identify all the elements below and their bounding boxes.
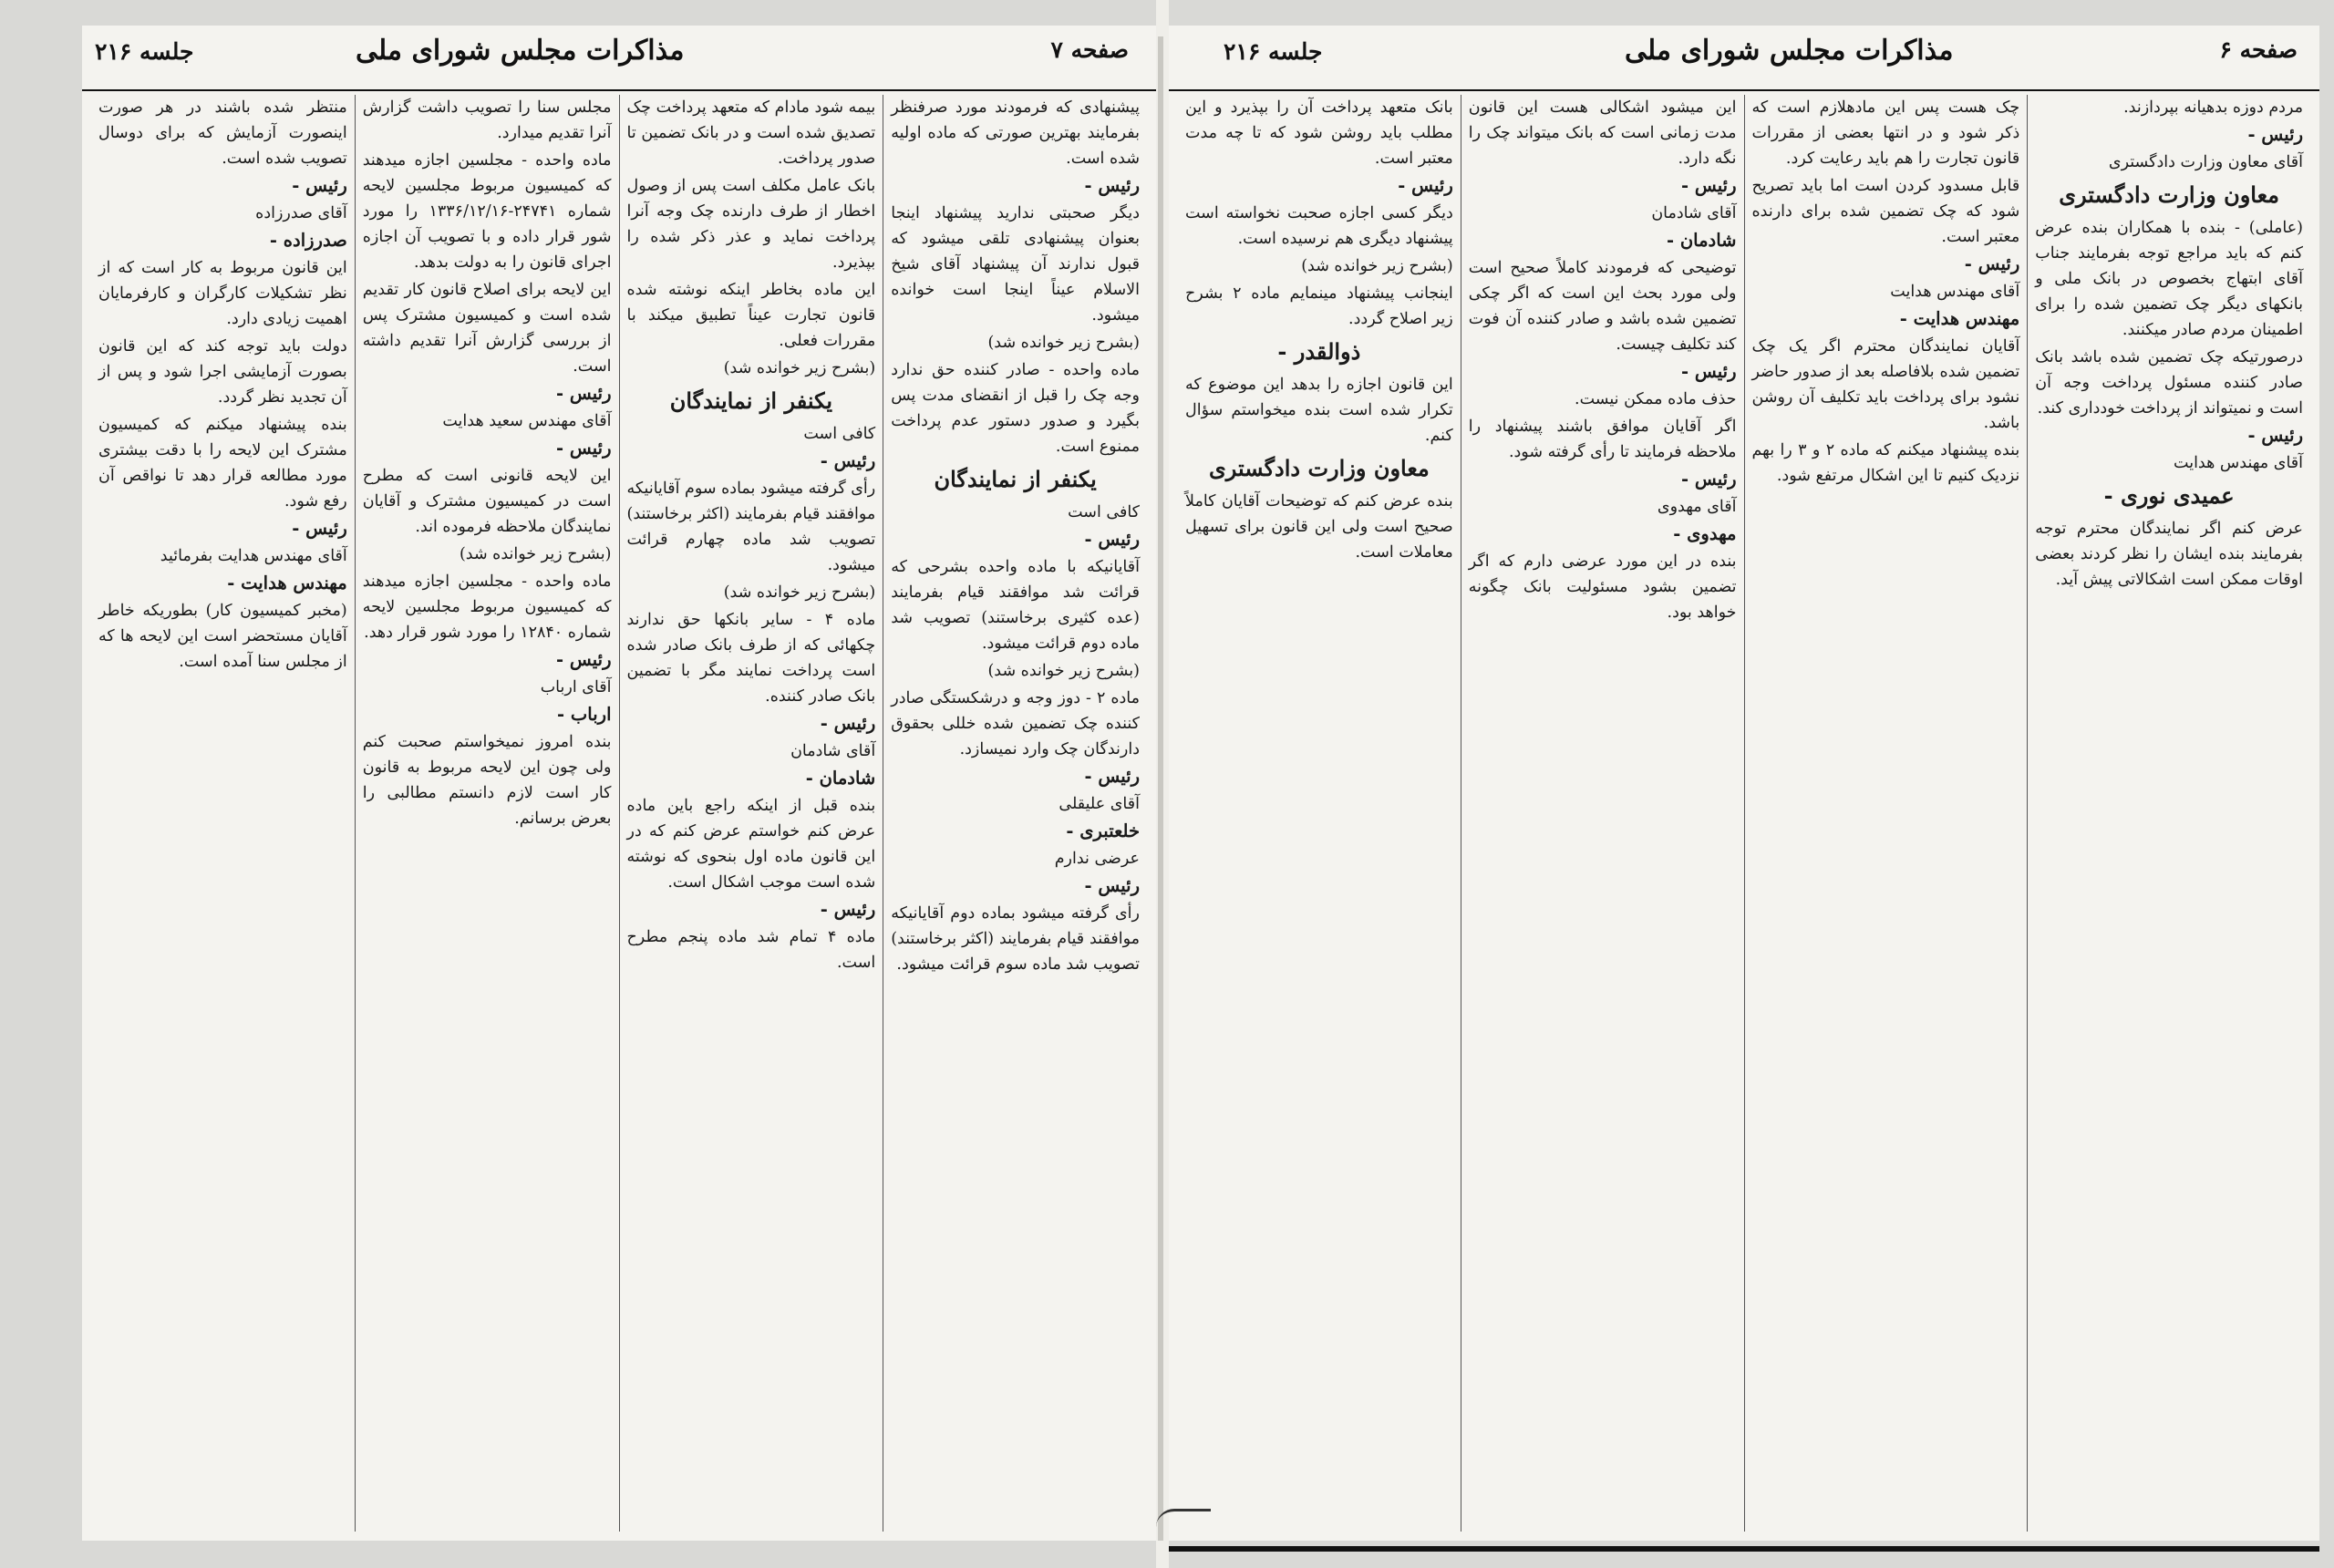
reading-note: (بشرح زیر خوانده شد) (723, 359, 876, 377)
left-column-4 (91, 95, 355, 1532)
right-page-title: مذاکرات مجلس شورای ملی (1625, 35, 1954, 67)
right-column-4 (1178, 95, 1461, 1532)
speaker-name: صدرزاده - (269, 230, 347, 251)
paragraph: آقای معاون وزارت دادگستری (2108, 153, 2303, 171)
paragraph: (مخبر کمیسیون کار) بطوریکه خاطر آقایان مستحضر است این لایحه ها که از مجلس سنا آمده است. (98, 602, 347, 671)
left-column-2 (619, 95, 883, 1532)
gutter-shadow (1158, 36, 1163, 1541)
paragraph: درصورتیکه چک تضمین شده باشد بانک صادر کننده مسئول پرداخت وجه آن است و نمیتواند از پرداخت خودداری کند. (2035, 348, 2303, 418)
speaker-name: رئیس - (556, 438, 612, 459)
speaker-name: مهندس هدایت - (227, 573, 347, 593)
paragraph: رأی گرفته میشود بماده دوم آقایانیکه موافقند قیام بفرمایند (اکثر برخاستند) تصویب شد ماده سوم قرائت میشود. (891, 904, 1140, 974)
speaker-name: رئیس - (2247, 124, 2303, 145)
paragraph: بنده عرض کنم که توضیحات آقایان کاملاً صحیح است ولی این قانون برای تسهیل معاملات است. (1185, 492, 1453, 562)
paragraph: بنده قبل از اینکه راجع باین ماده عرض کنم خواستم عرض کنم که در این قانون ماده اول بنحوی که نوشته شده است موجب اشکال است. (626, 797, 876, 892)
speaker-name: ارباب - (557, 704, 612, 725)
paragraph: این قانون مربوط به کار است که از نظر تشکیلات کارگران و کارفرمایان اهمیت زیادی دارد. (98, 259, 347, 328)
paragraph: پیشنهادی که فرمودند مورد صرفنظر بفرمایند بهترین صورتی که ماده اولیه شده است. (891, 98, 1140, 168)
paragraph: مجلس سنا را تصویب داشت گزارش آنرا تقدیم میدارد. (362, 98, 612, 142)
right-column-3 (1461, 95, 1744, 1532)
paragraph: بنده پیشنهاد میکنم که کمیسیون مشترک این لایحه را با دقت بیشتری مورد مطالعه قرار دهد تا نواقص آن رفع شود. (98, 416, 347, 511)
paragraph: بنده پیشنهاد میکنم که ماده ۲ و ۳ را بهم نزدیک کنیم تا این اشکال مرتفع شود. (1751, 441, 2020, 485)
right-column-2 (1744, 95, 2028, 1532)
paragraph: ماده ۴ - سایر بانکها حق ندارند چکهائی که از طرف بانک صادر شده است پرداخت نمایند مگر با تضمین بانک صادر کننده. (626, 611, 876, 706)
paragraph: بنده امروز نمیخواستم صحبت کنم ولی چون این لایحه مربوط به قانون کار است لازم دانستم مطالبی را بعرض برسانم. (362, 733, 612, 828)
paragraph: ماده ۲ - دوز وجه و درشکستگی صادر کننده چک تضمین شده خللی بحقوق دارندگان چک وارد نمیسازد. (891, 689, 1140, 758)
paragraph: دولت باید توجه کند که این قانون بصورت آزمایشی اجرا شود و پس از آن تجدید نظر گردد. (98, 337, 347, 407)
reading-note: (بشرح زیر خوانده شد) (459, 545, 612, 563)
reading-note: (بشرح زیر خوانده شد) (987, 662, 1140, 680)
page-curl-mark (1156, 1509, 1211, 1544)
paragraph: مردم دوزه بدهیانه بپردازند. (2123, 98, 2303, 117)
left-session-number: جلسه ۲۱۶ (95, 38, 194, 65)
left-page-title: مذاکرات مجلس شورای ملی (356, 35, 685, 67)
paragraph: این ماده بخاطر اینکه نوشته شده قانون تجارت عیناً تطبیق میکند با مقررات فعلی. (626, 281, 876, 350)
paragraph: آقای مهندس سعید هدایت (442, 412, 612, 430)
speaker-name: رئیس - (1681, 361, 1737, 382)
paragraph: ماده واحده - مجلسین اجازه میدهند که کمیسیون مربوط مجلسین لایحه شماره ۲۴۷۴۱-۱۳۳۶/۱۲/۱۶ را مورد شور قرار داده و با تصویب آن اجازه اجرای قانون را به دولت بدهد. (362, 151, 612, 272)
left-page (82, 26, 1156, 1541)
section-heading: معاون وزارت دادگستری (1208, 455, 1430, 481)
paragraph: عرضی ندارم (1054, 850, 1140, 868)
paragraph: توضیحی که فرمودند کاملاً صحیح است ولی مورد بحث این است که اگر چکی تضمین شده باشد و صادر کننده آن فوت کند تکلیف چیست. (1468, 259, 1737, 354)
paragraph: منتظر شده باشند در هر صورت اینصورت آزمایش که برای دوسال تصویب شده است. (98, 98, 347, 168)
reading-note: (بشرح زیر خوانده شد) (987, 334, 1140, 352)
paragraph: کافی است (803, 425, 876, 443)
speaker-name: رئیس - (1964, 253, 2020, 274)
section-heading: ذوالقدر - (1277, 338, 1361, 365)
speaker-name: مهندس هدایت - (1899, 308, 2020, 329)
speaker-name: رئیس - (292, 518, 347, 539)
paragraph: آقای مهندس هدایت (1890, 283, 2020, 301)
speaker-name: مهدوی - (1673, 523, 1737, 544)
speaker-name: رئیس - (1084, 875, 1140, 896)
paragraph: آقای مهندس هدایت بفرمائید (160, 547, 347, 565)
speaker-name: رئیس - (820, 899, 876, 920)
speaker-name: رئیس - (1681, 175, 1737, 196)
left-column-3 (355, 95, 619, 1532)
right-columns (1178, 95, 2310, 1532)
paragraph: چک هست پس این مادهلازم است که ذکر شود و در انتها بعضی از مقررات قانون تجارت را هم باید رعایت کرد. (1751, 98, 2020, 168)
paragraph: آقای صدرزاده (255, 204, 347, 222)
paragraph: آقای ارباب (540, 678, 612, 696)
paragraph: ماده واحده - صادر کننده حق ندارد وجه چک را قبل از انقضای مدت پس بگیرد و صدور دستور عدم پرداخت ممنوع است. (891, 361, 1140, 456)
paragraph: حذف ماده ممکن نیست. (1575, 390, 1737, 408)
paragraph: اگر آقایان موافق باشند پیشنهاد را ملاحظه فرمایند تا رأی گرفته شود. (1468, 418, 1737, 461)
speaker-name: رئیس - (1681, 469, 1737, 490)
paragraph: این لایحه قانونی است که مطرح است در کمیسیون مشترک و آقایان نمایندگان ملاحظه فرموده اند. (362, 467, 612, 536)
right-column-1 (2027, 95, 2310, 1532)
paragraph: این میشود اشکالی هست این قانون مدت زمانی است که بانک میتواند چک را نگه دارد. (1468, 98, 1737, 168)
reading-note: (بشرح زیر خوانده شد) (723, 583, 876, 602)
left-page-number: صفحه ۷ (1050, 36, 1129, 63)
paragraph: بانک عامل مکلف است پس از وصول اخطار از طرف دارنده چک وجه آنرا پرداخت نماید و عذر ذکر شده را بپذیرد. (626, 177, 876, 272)
speaker-name: رئیس - (556, 649, 612, 670)
section-heading: یکنفر از نمایندگان (934, 466, 1097, 492)
paragraph: رأی گرفته میشود بماده سوم آقایانیکه موافقند قیام بفرمایند (اکثر برخاستند) تصویب شد ماده چهارم قرائت میشود. (626, 480, 876, 574)
speaker-name: رئیس - (2247, 425, 2303, 446)
paragraph: این قانون اجازه را بدهد این موضوع که تکرار شده است بنده میخواستم سؤال کنم. (1185, 376, 1453, 445)
paragraph: کافی است (1068, 503, 1140, 521)
paragraph: آقای شادمان (790, 742, 876, 760)
speaker-name: رئیس - (292, 175, 347, 196)
speaker-name: رئیس - (1084, 529, 1140, 550)
speaker-name: رئیس - (820, 450, 876, 471)
paragraph: آقایان نمایندگان محترم اگر یک چک تضمین شده بلافاصله بعد از صدور حاضر نشود برای پرداخت باید تکلیف آن روشن باشد. (1751, 337, 2020, 432)
paragraph: آقایانیکه با ماده واحده بشرحی که قرائت شد موافقند قیام بفرمایند (عده کثیری برخاستند) تصویب شد ماده دوم قرائت میشود. (891, 558, 1140, 653)
paragraph: (عاملی) - بنده با همکاران بنده عرض کنم که باید مراجع توجه بفرمایند جناب آقای ابتهاج بخصوص در بانک ملی و بانکهای دیگر چک تضمین شده را برای اطمینان مردم صادر میکنند. (2035, 219, 2303, 339)
paragraph: قابل مسدود کردن است اما باید تصریح شود که چک تضمین شده برای دارنده معتبر است. (1751, 177, 2020, 246)
section-heading: معاون وزارت دادگستری (2059, 181, 2280, 208)
paragraph: عرض کنم اگر نمایندگان محترم توجه بفرمایند بنده ایشان را نظر کردند بعضی اوقات ممکن است اشکالاتی پیش آید. (2035, 520, 2303, 589)
left-page-header (82, 29, 1156, 91)
paragraph: آقای علیقلی (1059, 795, 1140, 813)
paragraph: آقای مهندس هدایت (2174, 454, 2303, 472)
paragraph: آقای شادمان (1651, 204, 1737, 222)
paragraph: آقای مهدوی (1657, 498, 1737, 516)
speaker-name: شادمان - (1666, 230, 1737, 251)
speaker-name: رئیس - (820, 713, 876, 734)
section-heading: عمیدی نوری - (2103, 482, 2235, 509)
paragraph: دیگر کسی اجازه صحبت نخواسته است پیشنهاد دیگری هم نرسیده است. (1185, 204, 1453, 248)
right-page-number: صفحه ۶ (2219, 36, 2298, 63)
paragraph: بنده در این مورد عرضی دارم که اگر تضمین بشود مسئولیت بانک چگونه خواهد بود. (1468, 552, 1737, 622)
section-heading: یکنفر از نمایندگان (669, 387, 833, 414)
right-page-header (1169, 29, 2319, 91)
right-page (1169, 26, 2319, 1541)
paragraph: ماده واحده - مجلسین اجازه میدهند که کمیسیون مربوط مجلسین لایحه شماره ۱۲۸۴۰ را مورد شور قرار دهد. (362, 573, 612, 642)
speaker-name: خلعتبری - (1066, 820, 1140, 841)
speaker-name: رئیس - (556, 383, 612, 404)
paragraph: بانک متعهد پرداخت آن را بپذیرد و این مطلب باید روشن شود که تا چه مدت معتبر است. (1185, 98, 1453, 168)
bottom-rule (1169, 1546, 2319, 1552)
paragraph: اینجانب پیشنهاد مینمایم ماده ۲ بشرح زیر اصلاح گردد. (1185, 284, 1453, 328)
reading-note: (بشرح زیر خوانده شد) (1301, 257, 1453, 275)
paragraph: دیگر صحبتی ندارید پیشنهاد اینجا بعنوان پیشنهادی تلقی میشود که قبول ندارند آن پیشنهاد آقای شیخ الاسلام عیناً اینجا است خوانده میشود. (891, 204, 1140, 325)
speaker-name: شادمان - (805, 768, 876, 789)
paragraph: ماده ۴ تمام شد ماده پنجم مطرح است. (626, 928, 876, 972)
paragraph: این لایحه برای اصلاح قانون کار تقدیم شده است و کمیسیون مشترک پس از بررسی گزارش آنرا تقدیم داشته است. (362, 281, 612, 376)
speaker-name: رئیس - (1398, 175, 1453, 196)
right-session-number: جلسه ۲۱۶ (1224, 38, 1323, 65)
left-columns (91, 95, 1147, 1532)
speaker-name: رئیس - (1084, 175, 1140, 196)
speaker-name: رئیس - (1084, 766, 1140, 787)
paragraph: بیمه شود مادام که متعهد پرداخت چک تصدیق شده است و در بانک تضمین تا صدور پرداخت. (626, 98, 876, 168)
left-column-1 (883, 95, 1147, 1532)
